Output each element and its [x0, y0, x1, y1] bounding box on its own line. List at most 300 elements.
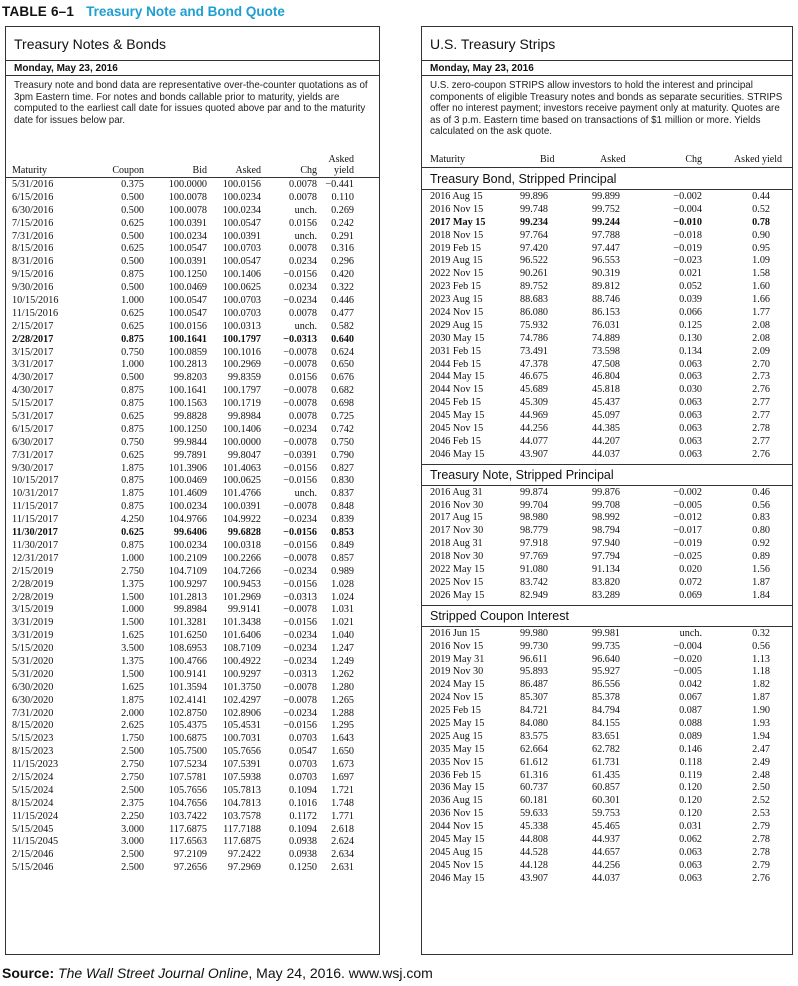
table-row — [422, 217, 792, 230]
table-row — [422, 795, 792, 808]
table-row — [422, 590, 792, 603]
yield-cell: 1.87 — [752, 576, 770, 588]
bid-cell: 100.1250 — [168, 269, 207, 281]
asked-cell: 84.155 — [592, 717, 621, 729]
source-publication: The Wall Street Journal Online — [58, 965, 249, 981]
maturity-cell: 5/15/2046 — [12, 862, 54, 874]
yield-cell: 0.477 — [331, 307, 354, 319]
coupon-cell: 0.500 — [121, 191, 144, 203]
yield-cell: 0.291 — [331, 230, 354, 242]
chg-cell: 0.020 — [679, 564, 702, 576]
table-row — [422, 692, 792, 705]
chg-cell: −0.012 — [673, 512, 702, 524]
table-row — [422, 847, 792, 860]
chg-cell: 0.1250 — [288, 862, 317, 874]
chg-cell: 0.042 — [679, 679, 702, 691]
table-row — [422, 423, 792, 436]
chg-cell: 0.0078 — [288, 307, 317, 319]
coupon-cell: 3.500 — [121, 643, 144, 655]
maturity-cell: 2045 Nov 15 — [430, 423, 484, 435]
bid-cell: 100.0469 — [168, 475, 207, 487]
chg-cell: 0.125 — [679, 319, 702, 331]
bid-cell: 86.487 — [520, 679, 549, 691]
maturity-cell: 2044 Feb 15 — [430, 358, 481, 370]
coupon-cell: 1.375 — [121, 655, 144, 667]
maturity-cell: 2024 Nov 15 — [430, 307, 484, 319]
yield-cell: 0.857 — [331, 552, 354, 564]
maturity-cell: 2019 Feb 15 — [430, 242, 481, 254]
asked-cell: 97.2969 — [227, 862, 261, 874]
bid-cell: 104.7656 — [168, 797, 207, 809]
chg-cell: −0.0078 — [283, 385, 317, 397]
maturity-cell: 2046 May 15 — [430, 872, 485, 884]
yield-cell: 0.56 — [752, 640, 770, 652]
bid-cell: 100.0391 — [168, 217, 207, 229]
yield-cell: 2.77 — [752, 435, 770, 447]
bid-cell: 85.307 — [520, 692, 549, 704]
bid-cell: 44.256 — [520, 423, 549, 435]
col-header-asked-yield: Asked yield — [733, 154, 782, 165]
bid-cell: 101.3906 — [168, 462, 207, 474]
bid-cell: 101.3594 — [168, 681, 207, 693]
bid-cell: 100.0234 — [168, 539, 207, 551]
asked-cell: 99.752 — [592, 203, 621, 215]
bid-cell: 100.9297 — [168, 578, 207, 590]
bid-cell: 46.675 — [520, 371, 549, 383]
coupon-cell: 1.875 — [121, 694, 144, 706]
asked-cell: 104.9922 — [222, 514, 261, 526]
table-row — [6, 424, 379, 437]
maturity-cell: 2017 Aug 15 — [430, 512, 483, 524]
chg-cell: 0.066 — [679, 307, 702, 319]
asked-cell: 102.4297 — [222, 694, 261, 706]
yield-cell: 1.56 — [752, 564, 770, 576]
table-row — [6, 437, 379, 450]
maturity-cell: 7/15/2016 — [12, 217, 54, 229]
bid-cell: 99.7891 — [173, 449, 207, 461]
bid-cell: 44.077 — [520, 435, 549, 447]
bid-cell: 100.0547 — [168, 243, 207, 255]
yield-cell: 2.631 — [331, 862, 354, 874]
bid-cell: 96.522 — [520, 255, 549, 267]
table-row — [422, 346, 792, 359]
table-row — [6, 475, 379, 488]
table-row — [6, 347, 379, 360]
chg-cell: 0.146 — [679, 743, 702, 755]
bid-cell: 44.969 — [520, 410, 549, 422]
table-row — [422, 821, 792, 834]
chg-cell: −0.0234 — [283, 707, 317, 719]
yield-cell: 1.18 — [752, 666, 770, 678]
maturity-cell: 2/15/2024 — [12, 771, 54, 783]
maturity-cell: 2036 Nov 15 — [430, 808, 484, 820]
coupon-cell: 0.875 — [121, 423, 144, 435]
bid-cell: 100.9141 — [168, 668, 207, 680]
yield-cell: 2.618 — [331, 823, 354, 835]
chg-cell: 0.0547 — [288, 746, 317, 758]
bid-cell: 99.8984 — [173, 604, 207, 616]
col-header-coupon: Coupon — [112, 165, 144, 176]
asked-cell: 101.3438 — [222, 617, 261, 629]
chg-cell: unch. — [294, 204, 317, 216]
asked-cell: 98.992 — [592, 512, 621, 524]
maturity-cell: 2030 May 15 — [430, 332, 485, 344]
yield-cell: 2.52 — [752, 795, 770, 807]
table-row — [6, 720, 379, 733]
chg-cell: 0.063 — [679, 358, 702, 370]
bid-cell: 45.309 — [520, 397, 549, 409]
bid-cell: 97.769 — [520, 551, 549, 563]
panel-description: U.S. zero-coupon STRIPS allow investors to hold the interest and principal components of eligible Treasury notes and bonds as separate securities. STRIPS offer no interest payment; investors receive payment only at maturity. Quotes are as of 3 p.m. Eastern time based on transactions of $1 million or more. Yields calculated on the ask quote. — [430, 80, 783, 138]
coupon-cell: 2.625 — [121, 720, 144, 732]
asked-cell: 59.753 — [592, 808, 621, 820]
section-rows — [422, 486, 792, 605]
table-row — [422, 718, 792, 731]
chg-cell: −0.018 — [673, 229, 702, 241]
table-row — [6, 682, 379, 695]
yield-cell: 1.697 — [331, 771, 354, 783]
yield-cell: 0.46 — [752, 486, 770, 498]
maturity-cell: 2036 May 15 — [430, 782, 485, 794]
maturity-cell: 5/31/2017 — [12, 411, 54, 423]
bid-cell: 100.1641 — [168, 333, 207, 345]
table-row — [6, 759, 379, 772]
maturity-cell: 2017 Nov 30 — [430, 525, 484, 537]
table-row — [6, 463, 379, 476]
chg-cell: 0.039 — [679, 294, 702, 306]
bid-cell: 97.2656 — [173, 862, 207, 874]
chg-cell: 0.031 — [679, 821, 702, 833]
coupon-cell: 0.500 — [121, 204, 144, 216]
chg-cell: 0.069 — [679, 589, 702, 601]
bid-cell: 98.779 — [520, 525, 549, 537]
col-header-chg: Chg — [685, 154, 702, 165]
bid-cell: 99.980 — [520, 627, 549, 639]
column-header-row — [6, 155, 379, 178]
yield-cell: 0.989 — [331, 565, 354, 577]
source-label: Source: — [2, 965, 55, 981]
chg-cell: −0.0078 — [283, 681, 317, 693]
chg-cell: 0.063 — [679, 846, 702, 858]
maturity-cell: 2024 Nov 15 — [430, 692, 484, 704]
chg-cell: −0.0078 — [283, 436, 317, 448]
maturity-cell: 2016 Nov 30 — [430, 499, 484, 511]
table-row — [422, 255, 792, 268]
maturity-cell: 2/15/2017 — [12, 320, 54, 332]
chg-cell: 0.062 — [679, 833, 702, 845]
asked-cell: 99.9141 — [227, 604, 261, 616]
maturity-cell: 5/31/2020 — [12, 668, 54, 680]
asked-cell: 105.7656 — [222, 746, 261, 758]
asked-cell: 104.7266 — [222, 565, 261, 577]
source-rest: , May 24, 2016. www.wsj.com — [248, 965, 433, 981]
asked-cell: 95.927 — [592, 666, 621, 678]
yield-cell: 0.92 — [752, 538, 770, 550]
yield-cell: 0.83 — [752, 512, 770, 524]
chg-cell: 0.0234 — [288, 282, 317, 294]
bid-cell: 96.611 — [520, 653, 548, 665]
yield-cell: 2.77 — [752, 397, 770, 409]
yield-cell: 0.790 — [331, 449, 354, 461]
table-row — [422, 320, 792, 333]
table-row — [6, 579, 379, 592]
table-row — [422, 628, 792, 641]
maturity-cell: 2/28/2017 — [12, 333, 54, 345]
chg-cell: 0.130 — [679, 332, 702, 344]
asked-cell: 45.437 — [592, 397, 621, 409]
table-row — [6, 669, 379, 682]
table-row — [422, 410, 792, 423]
asked-cell: 44.657 — [592, 846, 621, 858]
asked-cell: 101.4063 — [222, 462, 261, 474]
maturity-cell: 2025 May 15 — [430, 717, 485, 729]
bid-cell: 82.949 — [520, 589, 549, 601]
table-row — [6, 179, 379, 192]
asked-cell: 100.2266 — [222, 552, 261, 564]
coupon-cell: 0.875 — [121, 269, 144, 281]
maturity-cell: 10/15/2016 — [12, 295, 59, 307]
yield-cell: 0.827 — [331, 462, 354, 474]
yield-cell: 0.624 — [331, 346, 354, 358]
yield-cell: 2.48 — [752, 769, 770, 781]
table-row — [6, 643, 379, 656]
yield-cell: 1.60 — [752, 281, 770, 293]
table-row — [6, 501, 379, 514]
bid-cell: 99.234 — [520, 216, 549, 228]
coupon-cell: 2.000 — [121, 707, 144, 719]
yield-cell: 2.73 — [752, 371, 770, 383]
asked-cell: 100.1406 — [222, 423, 261, 435]
yield-cell: 0.837 — [331, 488, 354, 500]
bid-cell: 97.420 — [520, 242, 549, 254]
maturity-cell: 2045 Nov 15 — [430, 859, 484, 871]
bid-cell: 100.0078 — [168, 191, 207, 203]
bid-cell: 95.893 — [520, 666, 549, 678]
coupon-cell: 4.250 — [121, 514, 144, 526]
coupon-cell: 2.500 — [121, 862, 144, 874]
chg-cell: 0.0703 — [288, 771, 317, 783]
yield-cell: 0.110 — [331, 191, 354, 203]
chg-cell: −0.0156 — [283, 539, 317, 551]
table-row — [6, 708, 379, 721]
coupon-cell: 0.750 — [121, 436, 144, 448]
bid-cell: 100.2813 — [168, 359, 207, 371]
table-row — [422, 834, 792, 847]
table-row — [422, 808, 792, 821]
table-row — [6, 785, 379, 798]
maturity-cell: 6/30/2020 — [12, 694, 54, 706]
asked-cell: 61.435 — [592, 769, 621, 781]
yield-cell: 0.44 — [752, 191, 770, 202]
chg-cell: −0.025 — [673, 551, 702, 563]
maturity-cell: 2035 Nov 15 — [430, 756, 484, 768]
asked-cell: 100.1016 — [222, 346, 261, 358]
maturity-cell: 11/15/2024 — [12, 810, 59, 822]
asked-cell: 99.244 — [592, 216, 621, 228]
asked-cell: 97.788 — [592, 229, 621, 241]
maturity-cell: 5/31/2020 — [12, 655, 54, 667]
chg-cell: −0.0078 — [283, 346, 317, 358]
asked-cell: 100.0313 — [222, 320, 261, 332]
asked-cell: 100.1719 — [222, 398, 261, 410]
maturity-cell: 2045 Feb 15 — [430, 397, 481, 409]
col-header-asked-yield-top: Asked — [328, 154, 354, 165]
yield-cell: 0.78 — [752, 216, 770, 228]
yield-cell: 0.682 — [331, 385, 354, 397]
maturity-cell: 3/15/2017 — [12, 346, 54, 358]
maturity-cell: 8/15/2023 — [12, 746, 54, 758]
table-row — [6, 862, 379, 875]
asked-cell: 84.794 — [592, 705, 621, 717]
asked-cell: 99.981 — [592, 627, 621, 639]
table-row — [6, 282, 379, 295]
maturity-cell: 3/31/2019 — [12, 617, 54, 629]
maturity-cell: 9/30/2017 — [12, 462, 54, 474]
chg-cell: −0.0078 — [283, 604, 317, 616]
table-row — [422, 577, 792, 590]
treasury-strips-panel — [421, 26, 793, 955]
table-row — [6, 218, 379, 231]
chg-cell: 0.063 — [679, 423, 702, 435]
table-row — [422, 307, 792, 320]
panel-date: Monday, May 23, 2016 — [6, 61, 379, 76]
asked-cell: 101.2969 — [222, 591, 261, 603]
table-row — [422, 230, 792, 243]
bid-cell: 75.932 — [520, 319, 549, 331]
maturity-cell: 2036 Feb 15 — [430, 769, 481, 781]
chg-cell: −0.0313 — [283, 668, 317, 680]
chg-cell: 0.021 — [679, 268, 702, 280]
yield-cell: −0.441 — [325, 179, 354, 190]
yield-cell: 1.94 — [752, 730, 770, 742]
bid-cell: 105.7500 — [168, 746, 207, 758]
table-row — [6, 836, 379, 849]
chg-cell: 0.0703 — [288, 759, 317, 771]
coupon-cell: 1.500 — [121, 668, 144, 680]
coupon-cell: 0.875 — [121, 539, 144, 551]
chg-cell: 0.0938 — [288, 849, 317, 861]
chg-cell: −0.0078 — [283, 501, 317, 513]
maturity-cell: 2044 May 15 — [430, 371, 485, 383]
yield-cell: 1.265 — [331, 694, 354, 706]
asked-cell: 117.7188 — [223, 823, 261, 835]
maturity-cell: 4/30/2017 — [12, 372, 54, 384]
bid-cell: 107.5781 — [168, 771, 207, 783]
table-row — [6, 295, 379, 308]
table-row — [6, 527, 379, 540]
maturity-cell: 4/30/2017 — [12, 385, 54, 397]
table-row — [6, 798, 379, 811]
yield-cell: 1.13 — [752, 653, 770, 665]
table-row — [422, 204, 792, 217]
table-row — [6, 321, 379, 334]
chg-cell: 0.134 — [679, 345, 702, 357]
chg-cell: 0.0156 — [288, 372, 317, 384]
bid-cell: 97.764 — [520, 229, 549, 241]
maturity-cell: 11/15/2017 — [12, 501, 59, 513]
chg-cell: 0.063 — [679, 397, 702, 409]
treasury-notes-bonds-panel — [5, 26, 380, 955]
maturity-cell: 5/15/2020 — [12, 643, 54, 655]
maturity-cell: 5/15/2045 — [12, 823, 54, 835]
bid-cell: 83.742 — [520, 576, 549, 588]
chg-cell: 0.0938 — [288, 836, 317, 848]
chg-cell: −0.0156 — [283, 475, 317, 487]
table-row — [6, 411, 379, 424]
maturity-cell: 2025 Feb 15 — [430, 705, 481, 717]
table-row — [6, 243, 379, 256]
chg-cell: 0.120 — [679, 808, 702, 820]
maturity-cell: 8/15/2016 — [12, 243, 54, 255]
asked-cell: 100.0156 — [222, 179, 261, 190]
asked-cell: 76.031 — [592, 319, 621, 331]
yield-cell: 1.288 — [331, 707, 354, 719]
yield-cell: 2.78 — [752, 846, 770, 858]
table-row — [6, 824, 379, 837]
asked-cell: 107.5391 — [222, 759, 261, 771]
coupon-cell: 2.750 — [121, 759, 144, 771]
asked-cell: 100.0625 — [222, 282, 261, 294]
asked-cell: 99.708 — [592, 499, 621, 511]
bid-cell: 100.0078 — [168, 204, 207, 216]
yield-cell: 2.50 — [752, 782, 770, 794]
table-row — [422, 770, 792, 783]
yield-cell: 1.021 — [331, 617, 354, 629]
bid-cell: 100.0547 — [168, 307, 207, 319]
yield-cell: 1.82 — [752, 679, 770, 691]
yield-cell: 0.420 — [331, 269, 354, 281]
col-header-chg: Chg — [300, 165, 317, 176]
col-header-bid: Bid — [192, 165, 207, 176]
chg-cell: −0.0313 — [283, 591, 317, 603]
yield-cell: 1.262 — [331, 668, 354, 680]
bid-cell: 105.4375 — [168, 720, 207, 732]
maturity-cell: 2019 May 31 — [430, 653, 485, 665]
bid-cell: 101.2813 — [168, 591, 207, 603]
table-row — [6, 334, 379, 347]
table-row — [422, 294, 792, 307]
yield-cell: 0.676 — [331, 372, 354, 384]
asked-cell: 101.6406 — [222, 630, 261, 642]
table-row — [6, 514, 379, 527]
coupon-cell: 1.000 — [121, 359, 144, 371]
coupon-cell: 3.000 — [121, 823, 144, 835]
coupon-cell: 1.500 — [121, 591, 144, 603]
table-row — [422, 757, 792, 770]
bid-cell: 107.5234 — [168, 759, 207, 771]
chg-cell: 0.119 — [679, 769, 702, 781]
maturity-cell: 2046 Feb 15 — [430, 435, 481, 447]
bid-cell: 100.0234 — [168, 501, 207, 513]
section-rows — [422, 190, 792, 464]
bid-cell: 100.2109 — [168, 552, 207, 564]
table-row — [422, 397, 792, 410]
maturity-cell: 3/31/2019 — [12, 630, 54, 642]
table-row — [6, 205, 379, 218]
yield-cell: 2.76 — [752, 872, 770, 884]
chg-cell: 0.1094 — [288, 784, 317, 796]
maturity-cell: 2/15/2046 — [12, 849, 54, 861]
yield-cell: 1.90 — [752, 705, 770, 717]
bid-cell: 73.491 — [520, 345, 549, 357]
chg-cell: −0.017 — [673, 525, 702, 537]
asked-cell: 83.651 — [592, 730, 621, 742]
maturity-cell: 2025 Aug 15 — [430, 730, 483, 742]
bid-cell: 99.896 — [520, 191, 549, 202]
coupon-cell: 0.875 — [121, 475, 144, 487]
asked-cell: 99.8047 — [227, 449, 261, 461]
chg-cell: 0.1172 — [289, 810, 317, 822]
